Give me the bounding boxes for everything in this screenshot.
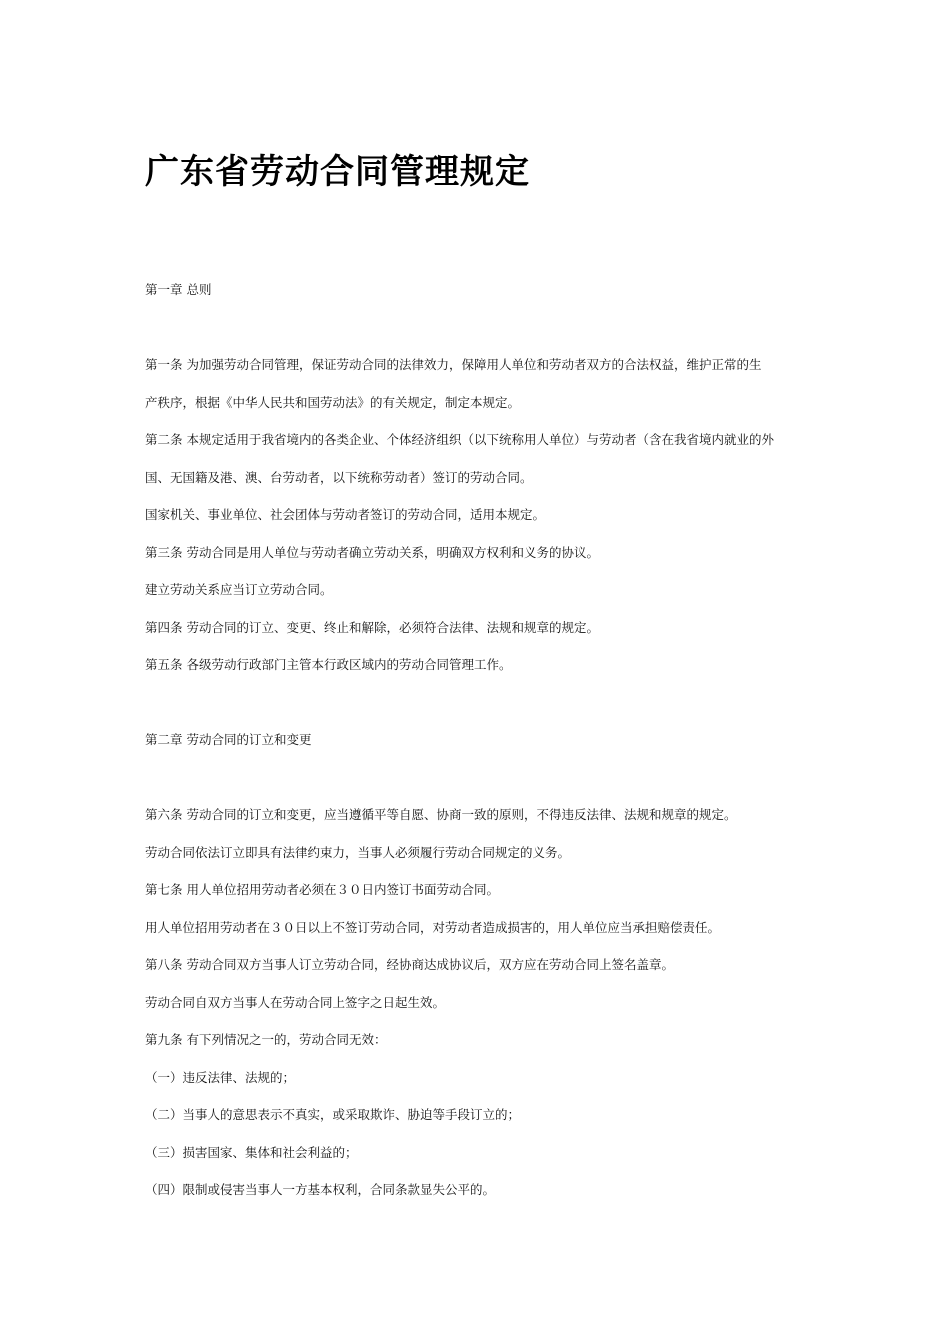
document-title: 广东省劳动合同管理规定 — [145, 152, 530, 192]
list-item: （一）违反法律、法规的； — [145, 1069, 296, 1085]
article-line: 劳动合同自双方当事人在劳动合同上签字之日起生效。 — [145, 994, 446, 1010]
article-line: 用人单位招用劳动者在３０日以上不签订劳动合同，对劳动者造成损害的，用人单位应当承担赔偿责任。 — [145, 919, 721, 935]
article-line: 第七条 用人单位招用劳动者必须在３０日内签订书面劳动合同。 — [145, 882, 499, 897]
list-item: （四）限制或侵害当事人一方基本权利，合同条款显失公平的。 — [145, 1182, 496, 1197]
spacer — [145, 318, 815, 356]
article-line: 第一条 为加强劳动合同管理，保证劳动合同的法律效力，保障用人单位和劳动者双方的合法权益，维护正常的生 — [145, 357, 762, 372]
article-line: 第二条 本规定适用于我省境内的各类企业、个体经济组织（以下统称用人单位）与劳动者（含在我省境内就业的外 — [145, 432, 774, 447]
chapter-heading: 第二章 劳动合同的订立和变更 — [145, 732, 312, 747]
article-line: 第四条 劳动合同的订立、变更、终止和解除，必须符合法律、法规和规章的规定。 — [145, 619, 599, 635]
document-body — [145, 280, 815, 1218]
spacer — [145, 693, 815, 731]
article-line: 劳动合同依法订立即具有法律约束力，当事人必须履行劳动合同规定的义务。 — [145, 844, 571, 860]
article-line: 第六条 劳动合同的订立和变更，应当遵循平等自愿、协商一致的原则，不得违反法律、法规和规章的规定。 — [145, 807, 737, 822]
list-item: （二）当事人的意思表示不真实，或采取欺诈、胁迫等手段订立的； — [145, 1107, 521, 1122]
article-line: 建立劳动关系应当订立劳动合同。 — [145, 582, 333, 597]
article-line: 国家机关、事业单位、社会团体与劳动者签订的劳动合同，适用本规定。 — [145, 507, 546, 522]
article-line: 产秩序，根据《中华人民共和国劳动法》的有关规定，制定本规定。 — [145, 394, 521, 410]
article-line: 国、无国籍及港、澳、台劳动者，以下统称劳动者）签订的劳动合同。 — [145, 469, 533, 485]
article-line: 第九条 有下列情况之一的，劳动合同无效： — [145, 1032, 387, 1047]
list-item: （三）损害国家、集体和社会利益的； — [145, 1144, 358, 1160]
article-line: 第五条 各级劳动行政部门主管本行政区域内的劳动合同管理工作。 — [145, 657, 512, 672]
article-line: 第三条 劳动合同是用人单位与劳动者确立劳动关系，明确双方权利和义务的协议。 — [145, 544, 599, 560]
article-line: 第八条 劳动合同双方当事人订立劳动合同，经协商达成协议后，双方应在劳动合同上签名盖章。 — [145, 957, 674, 972]
chapter-heading: 第一章 总则 — [145, 282, 212, 297]
spacer — [145, 768, 815, 806]
